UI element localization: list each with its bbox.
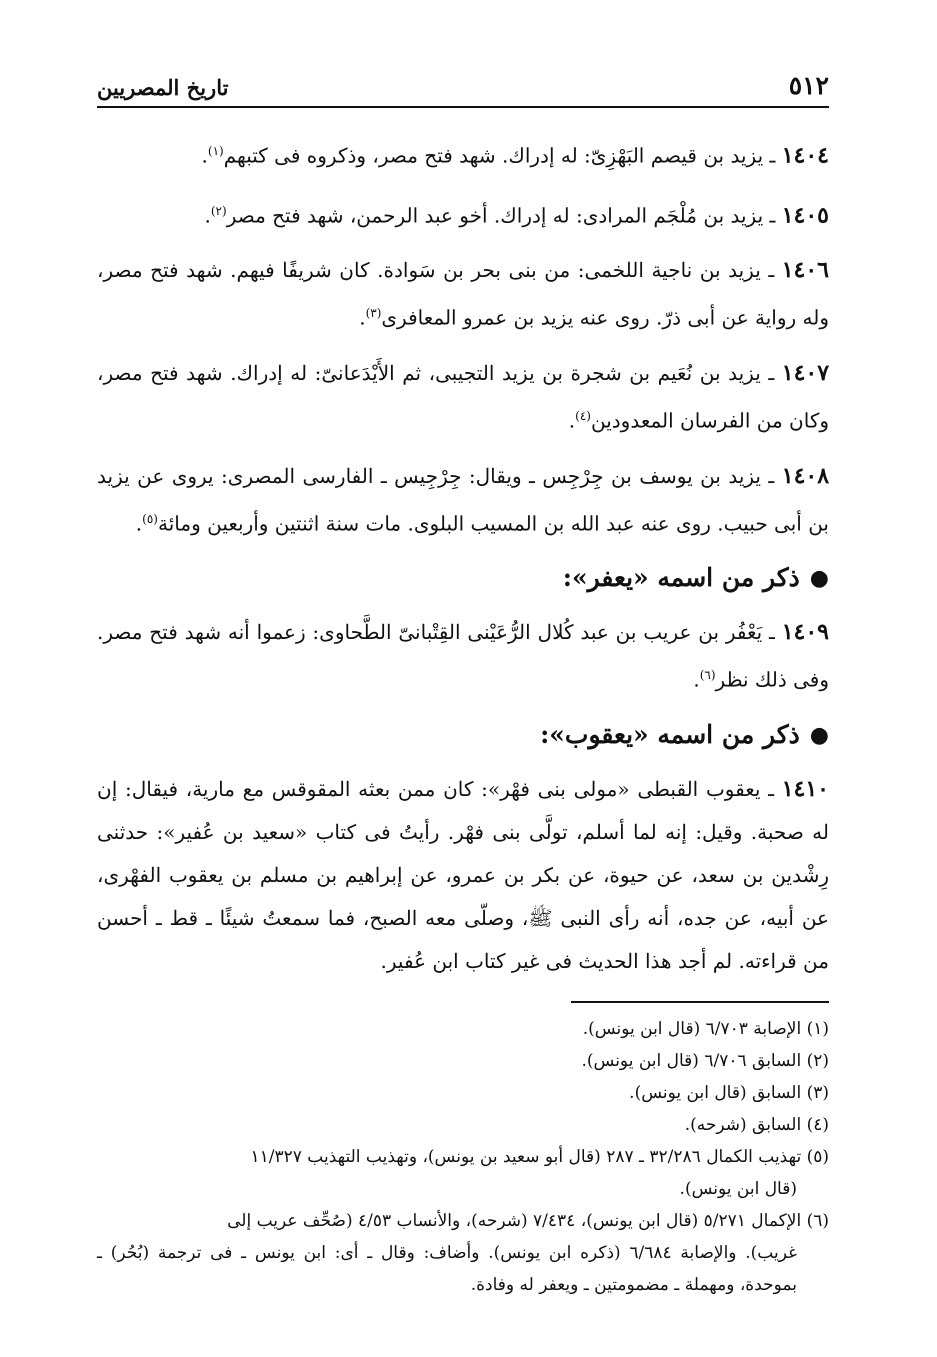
footnote: [97, 1205, 829, 1301]
footnote-marker: (١): [207, 144, 224, 158]
section-heading-text: ذكر من اسمه «يعفر»:: [562, 563, 800, 593]
entry-text: ـ يزيد بن قيصم البَهْزِىّ: له إدراك. شهد فتح مصر، وذكروه فى كتبهم: [223, 143, 776, 168]
footnote-text: (٦) الإكمال ٥/٢٧١ (قال ابن يونس)، ٧/٤٣٤ (شرحه)، والأنساب ٤/٥٣ (صُحِّف عريب إلى: [227, 1210, 829, 1231]
entry-number: ١٤٠٨: [781, 462, 830, 489]
entry-end: .: [204, 203, 211, 228]
biography-entry: [97, 611, 829, 702]
entry-end: .: [693, 667, 700, 692]
entry-number: ١٤٠٦: [781, 257, 829, 284]
footnote: [97, 1013, 829, 1045]
bullet-icon: ●: [809, 721, 829, 748]
entries-group-b: [97, 611, 829, 702]
entry-text: ـ يزيد بن نُعَيم بن شجرة بن يزيد التجيبى، ثم الأَيْدَعانىّ: له إدراك. شهد فتح مصر، وكان من الفرسان المعدودين: [97, 360, 829, 433]
entry-text: ـ يزيد بن يوسف بن جِرْجِس ـ ويقال: جِرْجِيس ـ الفارسى المصرى: يروى عن يزيد بن أبى حبيب. روى عنه عبد الله بن المسيب البلوى. مات سنة اثنتين وأربعين ومائة: [97, 463, 829, 536]
biography-entry: [97, 249, 829, 340]
footnote-text: (٣) السابق (قال ابن يونس).: [629, 1082, 829, 1103]
footnote-text: (٤) السابق (شرحه).: [684, 1114, 829, 1135]
footnotes: [97, 1013, 829, 1301]
running-title: تاريخ المصريين: [97, 75, 229, 100]
section-heading-yafur: [97, 557, 829, 599]
entries-group-c: [97, 768, 829, 983]
entry-number: ١٤٠٩: [781, 619, 829, 646]
footnote: [97, 1077, 829, 1109]
biography-entry: [97, 130, 829, 178]
page-number: ٥١٢: [788, 71, 829, 100]
section-heading-text: ذكر من اسمه «يعقوب»:: [540, 719, 800, 749]
entry-text: ـ يعقوب القبطى «مولى بنى فهْر»: كان ممن بعثه المقوقس مع مارية، فيقال: إن له صحبة. وقيل: إنه لما أسلم، تولَّى بنى فهْر. رأيتُ فى كتاب «سعيد بن عُفير»: حدثنى رِشْدين بن سعد، عن حيوة، عن بكر بن عمرو، عن إبراهيم بن مسلم بن يعقوب الفهْرى، عن أبيه، عن جده، أنه رأى النبى ﷺ، وصلّى معه الصبح، فما سمعتُ شيئًا ـ قط ـ أحسن من قراءته. لم أجد هذا الحديث فى غير كتاب ابن عُفير.: [97, 776, 829, 973]
footnote-text: (٥) تهذيب الكمال ٣٢/٢٨٦ ـ ٢٨٧ (قال أبو سعيد بن يونس)، وتهذيب التهذيب ١١/٣٢٧: [250, 1146, 829, 1167]
footnote-marker: (٦): [699, 668, 716, 683]
biography-entry: [97, 352, 829, 443]
footnote: [97, 1141, 829, 1205]
entry-end: .: [135, 511, 143, 536]
footnote: [97, 1109, 829, 1141]
biography-entry: [97, 455, 829, 546]
entries-group-a: [97, 130, 829, 545]
biography-entry: [97, 190, 829, 238]
footnote: [97, 1045, 829, 1077]
footnote-marker: (٥): [142, 511, 158, 526]
footnote-continuation: غريب). والإصابة ٦/٦٨٤ (ذكره ابن يونس). وأضاف: وقال ـ أى: ابن يونس ـ فى ترجمة (بُحُر) ـ بموحدة، ومهملة ـ مضمومتين ـ ويعفر له وفادة.: [97, 1242, 797, 1295]
section-heading-yaqub: [97, 714, 829, 756]
footnote-continuation: (قال ابن يونس).: [679, 1178, 797, 1199]
footnote-marker: (٣): [365, 306, 382, 321]
footnote-marker: (٤): [575, 408, 591, 423]
entry-number: ١٤١٠: [781, 775, 829, 802]
entry-text: ـ يزيد بن ناجية اللخمى: من بنى بحر بن سَوادة. كان شريفًا فيهم. شهد فتح مصر، وله رواية عن أبى ذرّ. روى عنه يزيد بن عمرو المعافرى: [97, 258, 829, 330]
entry-text: ـ يزيد بن مُلْجَم المرادى: له إدراك. أخو عبد الرحمن، شهد فتح مصر: [226, 203, 776, 228]
entry-end: .: [568, 408, 576, 433]
entry-number: ١٤٠٧: [781, 359, 830, 386]
bullet-icon: ●: [809, 565, 829, 592]
entry-text: ـ يَعْفُر بن عريب بن عبد كُلال الرُّعَيْنى القِتْبانىّ الطَّحاوى: زعموا أنه شهد فتح مصر. وفى ذلك نظر: [97, 620, 829, 692]
footnote-text: (٢) السابق ٦/٧٠٦ (قال ابن يونس).: [581, 1050, 829, 1071]
footnote-text: (١) الإصابة ٦/٧٠٣ (قال ابن يونس).: [582, 1018, 829, 1039]
page-body: [97, 130, 829, 1301]
footnote-divider: [571, 1001, 829, 1003]
footnote-marker: (٢): [210, 203, 227, 218]
entry-number: ١٤٠٤: [781, 142, 829, 169]
entry-number: ١٤٠٥: [781, 202, 829, 229]
entry-end: .: [201, 143, 208, 168]
biography-entry: [97, 768, 829, 983]
entry-end: .: [359, 305, 366, 330]
page-header: [97, 64, 829, 108]
